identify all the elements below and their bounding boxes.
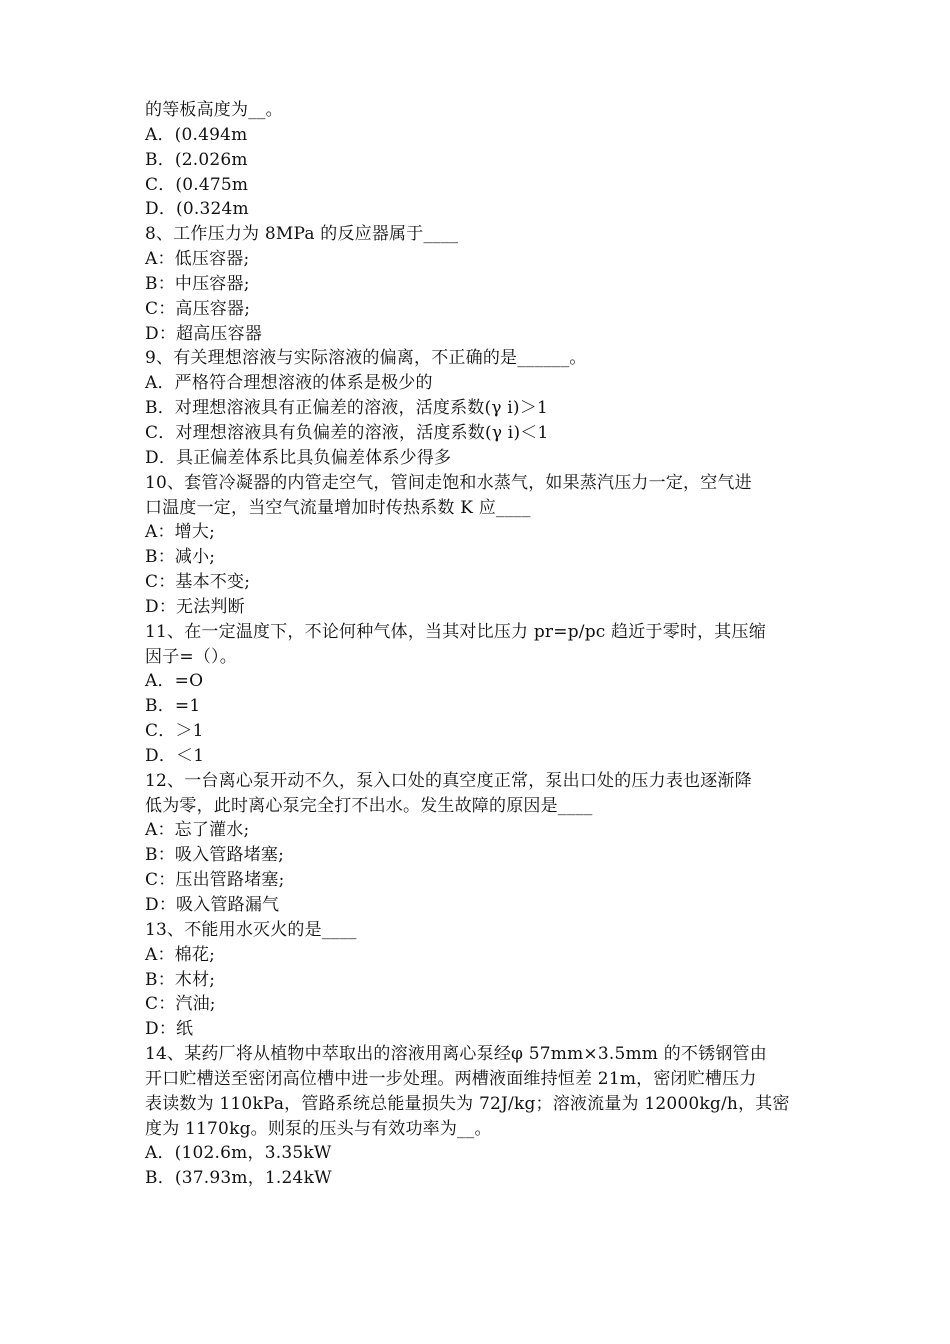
- text-line: 13、不能用水灭火的是____: [145, 919, 357, 940]
- text-line: B．(2.026m: [145, 149, 248, 170]
- text-line: 9、有关理想溶液与实际溶液的偏离，不正确的是______。: [145, 348, 587, 369]
- text-line: 14、某药厂将从植物中萃取出的溶液用离心泵经φ 57mm×3.5mm 的不锈钢管由: [145, 1044, 767, 1065]
- text-line: D：纸: [145, 1019, 194, 1040]
- text-line: B：减小;: [145, 547, 216, 568]
- text-line: 表读数为 110kPa，管路系统总能量损失为 72J/kg；溶液流量为 12000kg/h，其密: [145, 1093, 790, 1114]
- text-line: 口温度一定，当空气流量增加时传热系数 K 应____: [145, 497, 531, 518]
- text-line: C：压出管路堵塞;: [145, 870, 285, 891]
- text-line: B．(37.93m，1.24kW: [145, 1168, 332, 1189]
- text-line: C：高压容器;: [145, 298, 251, 319]
- text-line: B：吸入管路堵塞;: [145, 845, 285, 866]
- text-line: D．＜1: [145, 745, 205, 766]
- text-line: D．具正偏差体系比具负偏差体系少得多: [145, 447, 452, 468]
- text-line: A．(0.494m: [145, 124, 248, 145]
- text-line: B．对理想溶液具有正偏差的溶液，活度系数(γ i)＞1: [145, 398, 548, 419]
- text-line: 度为 1170kg。则泵的压头与有效功率为__。: [145, 1118, 492, 1139]
- text-line: A：增大;: [145, 522, 216, 543]
- text-line: C：基本不变;: [145, 572, 251, 593]
- text-line: 因子=（）。: [145, 646, 237, 667]
- text-line: 开口贮槽送至密闭高位槽中进一步处理。两槽液面维持恒差 21m，密闭贮槽压力: [145, 1068, 757, 1089]
- text-line: 的等板高度为__。: [145, 100, 283, 120]
- text-line: A．(102.6m，3.35kW: [145, 1143, 332, 1164]
- text-line: B：中压容器;: [145, 273, 250, 294]
- text-line: B．=1: [145, 696, 201, 717]
- document-body: [145, 98, 815, 1191]
- text-line: C．对理想溶液具有负偏差的溶液，活度系数(γ i)＜1: [145, 422, 549, 443]
- text-line: C：汽油;: [145, 994, 216, 1015]
- text-line: A．=O: [145, 671, 204, 692]
- text-line: 10、套管冷凝器的内管走空气，管间走饱和水蒸气，如果蒸汽压力一定，空气进: [145, 472, 752, 493]
- text-line: D：吸入管路漏气: [145, 895, 280, 915]
- text-line: D：无法判断: [145, 596, 245, 617]
- text-line: D．(0.324m: [145, 199, 249, 220]
- text-line: D：超高压容器: [145, 323, 263, 344]
- text-line: C．(0.475m: [145, 174, 249, 195]
- text-line: 12、一台离心泵开动不久，泵入口处的真空度正常，泵出口处的压力表也逐渐降: [145, 770, 752, 791]
- text-line: C．＞1: [145, 721, 204, 742]
- text-line: A：忘了灌水;: [145, 820, 250, 841]
- text-line: A：低压容器;: [145, 249, 250, 270]
- text-line: 低为零，此时离心泵完全打不出水。发生故障的原因是____: [145, 795, 593, 816]
- text-line: 11、在一定温度下，不论何种气体，当其对比压力 pr=p/pc 趋近于零时，其压缩: [145, 621, 766, 642]
- text-line: B：木材;: [145, 969, 216, 990]
- text-line: 8、工作压力为 8MPa 的反应器属于____: [145, 224, 459, 245]
- text-line: A：棉花;: [145, 944, 216, 965]
- text-line: A．严格符合理想溶液的体系是极少的: [145, 373, 433, 394]
